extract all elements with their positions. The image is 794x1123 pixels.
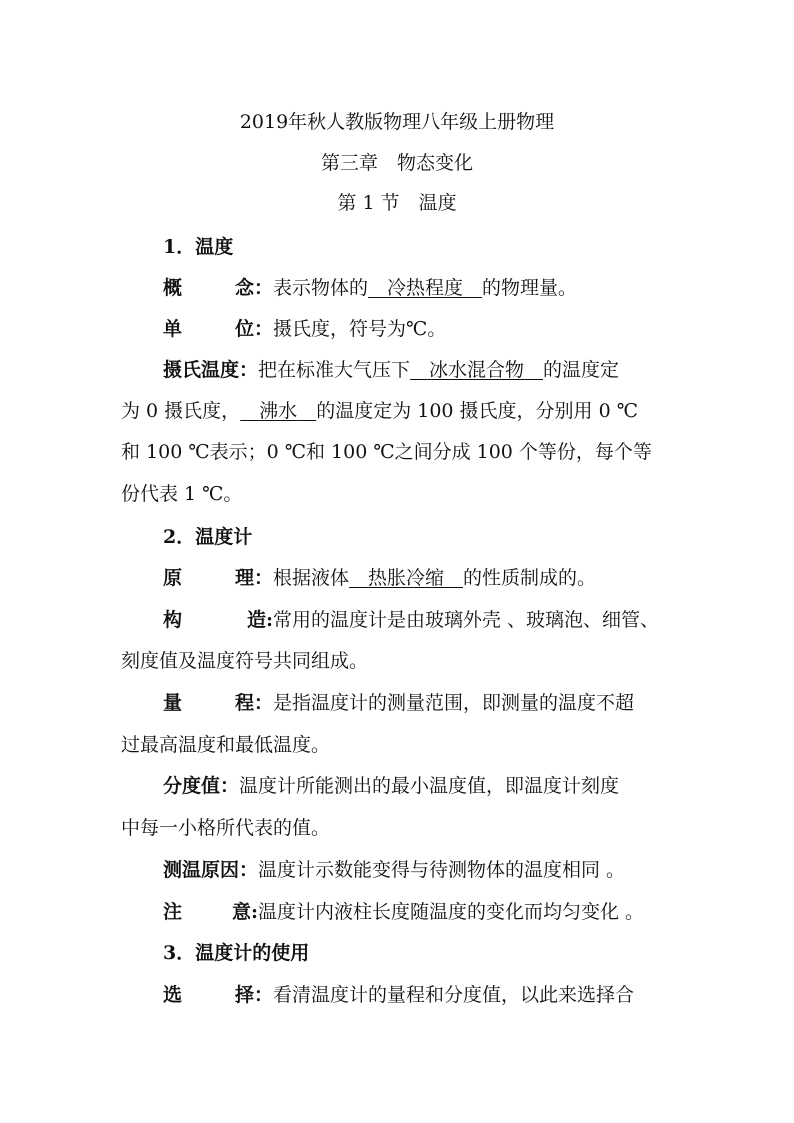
structure-text-1: 常用的温度计是由玻璃外壳 、玻璃泡、细管、: [273, 609, 660, 631]
note-label-b: 意:: [231, 901, 258, 923]
division-line-2: 中每一小格所代表的值。: [121, 817, 331, 839]
celsius-line-3: 和 100 ℃表示；0 ℃和 100 ℃之间分成 100 个等份，每个等: [121, 441, 652, 463]
structure-label-a: 构: [163, 609, 183, 631]
concept-label-a: 概: [163, 277, 183, 299]
choose-text: 看清温度计的量程和分度值，以此来选择合: [273, 984, 635, 1006]
section-title: 第 1 节 温度: [337, 192, 457, 214]
principle-blank: [349, 567, 463, 589]
reason-label: 测温原因：: [163, 859, 259, 881]
celsius-line-4: 份代表 1 ℃。: [121, 483, 243, 505]
structure-line-2: 刻度值及温度符号共同组成。: [121, 650, 369, 672]
range-label-b: 程：: [234, 692, 273, 714]
unit-label-b: 位：: [234, 318, 273, 340]
division-line-1: [163, 771, 619, 798]
choose-line: [163, 980, 634, 1007]
concept-pre: 表示物体的: [273, 277, 369, 299]
concept-post: 的物理量。: [482, 277, 578, 299]
concept-fill: 冷热程度: [387, 277, 464, 299]
range-label-a: 量: [163, 692, 183, 714]
note-text: 温度计内液柱长度随温度的变化而均匀变化 。: [258, 901, 645, 923]
concept-label: [163, 273, 273, 300]
unit-label: [163, 314, 273, 341]
structure-label: [163, 605, 273, 632]
heading-thermometer: 2．温度计: [163, 526, 253, 548]
celsius-line-1: [163, 355, 619, 382]
celsius-l2-post: 的温度定为 100 摄氏度，分别用 0 ℃: [316, 400, 638, 422]
unit-line: [163, 314, 446, 341]
principle-label: [163, 563, 273, 590]
principle-label-a: 原: [163, 567, 183, 589]
concept-line: [163, 273, 577, 300]
document-title: 2019年秋人教版物理八年级上册物理: [239, 111, 555, 133]
unit-label-a: 单: [163, 318, 183, 340]
principle-post: 的性质制成的。: [463, 567, 597, 589]
concept-blank: [368, 277, 482, 299]
celsius-blank-2: [240, 400, 316, 422]
celsius-l1-pre: 把在标准大气压下: [258, 359, 411, 381]
heading-temperature: 1．温度: [163, 236, 234, 258]
choose-label: [163, 980, 273, 1007]
reason-line: [163, 855, 625, 882]
note-line: [163, 897, 644, 924]
structure-line-1: [163, 605, 659, 632]
chapter-title: 第三章 物态变化: [320, 152, 473, 174]
range-text-1: 是指温度计的测量范围，即测量的温度不超: [273, 692, 635, 714]
note-label-a: 注: [163, 901, 183, 923]
choose-label-a: 选: [163, 984, 183, 1006]
celsius-l2-pre: 为 0 摄氏度，: [121, 400, 241, 422]
structure-label-b: 造:: [246, 609, 273, 631]
principle-fill: 热胀冷缩: [368, 567, 445, 589]
celsius-blank-1: [410, 359, 543, 381]
note-label: [163, 897, 258, 924]
celsius-fill-1: 冰水混合物: [429, 359, 525, 381]
reason-text: 温度计示数能变得与待测物体的温度相同 。: [258, 859, 626, 881]
principle-line: [163, 563, 596, 590]
celsius-label: 摄氏温度：: [163, 359, 259, 381]
unit-text: 摄氏度，符号为℃。: [273, 318, 447, 340]
celsius-line-2: [121, 396, 638, 423]
division-text-1: 温度计所能测出的最小温度值，即温度计刻度: [239, 775, 620, 797]
range-label: [163, 688, 273, 715]
heading-thermometer-usage: 3．温度计的使用: [163, 942, 310, 964]
range-line-1: [163, 688, 634, 715]
concept-label-b: 念：: [234, 277, 273, 299]
division-label: 分度值：: [163, 775, 240, 797]
principle-pre: 根据液体: [273, 567, 350, 589]
celsius-fill-2: 沸水: [259, 400, 298, 422]
principle-label-b: 理：: [234, 567, 273, 589]
range-line-2: 过最高温度和最低温度。: [121, 734, 331, 756]
choose-label-b: 择：: [234, 984, 273, 1006]
celsius-l1-post: 的温度定: [543, 359, 620, 381]
